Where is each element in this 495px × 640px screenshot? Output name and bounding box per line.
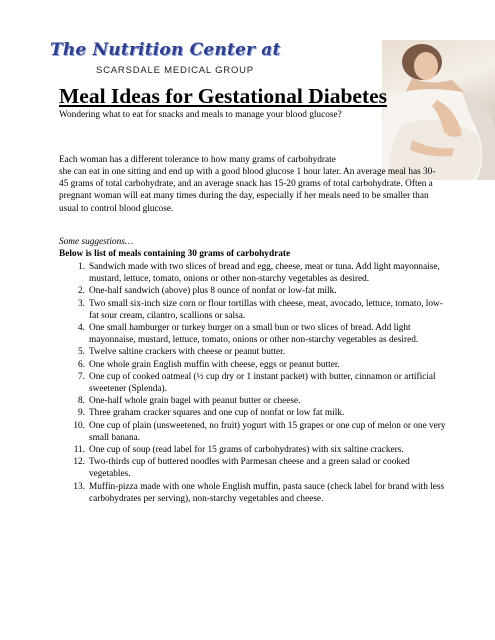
- list-item: [59, 456, 449, 480]
- list-item-text: Muffin-pizza made with one whole English muffin, pasta sauce (check label for brand with less carbohydrates per serving), non-starchy vegetables and cheese.: [89, 481, 445, 504]
- list-item-text: One-half sandwich (above) plus 8 ounce of nonfat or low-fat milk.: [89, 286, 337, 297]
- list-item-number: 11.: [73, 445, 85, 456]
- list-item-number: 3.: [78, 298, 85, 309]
- page-subtitle: Wondering what to eat for snacks and meals to manage your blood glucose?: [59, 110, 342, 120]
- list-item: [59, 481, 449, 505]
- org-logo-text: The Nutrition Center at: [50, 40, 281, 60]
- meal-list: [59, 261, 449, 505]
- list-item-text: One cup of cooked oatmeal (½ cup dry or 1 instant packet) with butter, cinnamon or artificial sweetener (Splenda).: [89, 371, 436, 395]
- list-item-number: 6.: [78, 359, 85, 370]
- page-title: Meal Ideas for Gestational Diabetes: [59, 84, 388, 108]
- list-item: [59, 407, 449, 419]
- suggestions-label: Some suggestions…: [59, 237, 134, 247]
- list-item-text: One cup of plain (unsweetened, no fruit) yogurt with 15 grapes or one cup of melon or one very small banana.: [89, 420, 446, 443]
- list-item: [59, 395, 449, 407]
- list-item-number: 12.: [73, 457, 85, 468]
- list-item-number: 5.: [78, 347, 85, 358]
- list-heading: Below is list of meals containing 30 grams of carbohydrate: [59, 249, 291, 259]
- list-item-text: One cup of soup (read label for 15 grams of carbohydrates) with six saltine crackers.: [89, 445, 404, 456]
- list-item: [59, 298, 449, 322]
- list-item: [59, 261, 449, 285]
- list-item-number: 8.: [78, 396, 85, 407]
- group-name: SCARSDALE MEDICAL GROUP: [96, 65, 254, 76]
- list-item-number: 13.: [73, 481, 85, 492]
- list-item-number: 1.: [78, 262, 85, 272]
- list-item-text: Twelve saltine crackers with cheese or peanut butter.: [89, 347, 286, 358]
- list-item-number: 2.: [78, 286, 85, 297]
- pregnant-woman-photo: [382, 40, 495, 180]
- list-item-number: 4.: [78, 323, 85, 334]
- list-item-text: Three graham cracker squares and one cup of nonfat or low fat milk.: [89, 408, 345, 419]
- list-item: [59, 444, 449, 456]
- list-item-text: One small hamburger or turkey burger on a small bun or two slices of bread. Add light mayonnaise, mustard, lettuce, tomato, onions or other non-starchy vegetables as desired.: [89, 323, 419, 346]
- list-item: [59, 420, 449, 444]
- list-item-text: Sandwich made with two slices of bread and egg, cheese, meat or tuna. Add light mayonnaise, mustard, lettuce, tomato, onions or other non-starchy vegetables as desired.: [89, 262, 440, 285]
- list-item-number: 9.: [78, 408, 85, 419]
- list-item-number: 10.: [73, 420, 85, 431]
- list-item-text: Two-thirds cup of buttered noodles with Parmesan cheese and a green salad or cooked vegetables.: [89, 457, 410, 480]
- list-item: [59, 346, 449, 358]
- list-item-number: 7.: [78, 371, 85, 382]
- list-item: [59, 285, 449, 297]
- intro-paragraph: she can eat in one sitting and end up with a good blood glucose 1 hour later. An average meal has 30-45 grams of total carbohydrate, and an average snack has 15-20 grams of total carbohydrate. Often a pregnant woman will eat many times during the day, especially if her meals need to be smaller than usual to control blood glucose.: [59, 167, 436, 214]
- list-item-text: One whole grain English muffin with cheese, eggs or peanut butter.: [89, 359, 340, 370]
- intro-first-line: Each woman has a different tolerance to how many grams of carbohydrate: [59, 155, 336, 165]
- list-item: [59, 371, 449, 395]
- list-item-text: Two small six-inch size corn or flour tortillas with cheese, meat, avocado, lettuce, tomato, low-fat sour cream, cilantro, scallions or salsa.: [89, 298, 443, 321]
- list-item: [59, 359, 449, 371]
- list-item-text: One-half whole grain bagel with peanut butter or cheese.: [89, 396, 301, 407]
- list-item: [59, 322, 449, 346]
